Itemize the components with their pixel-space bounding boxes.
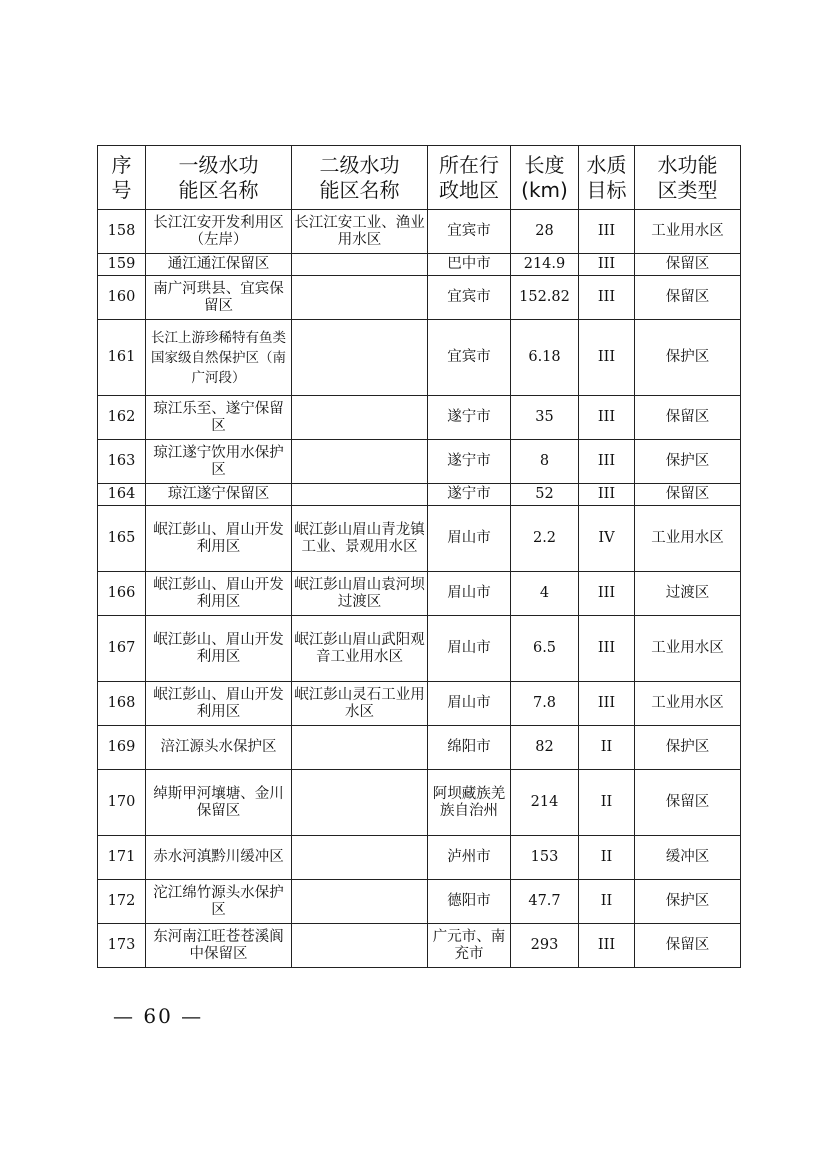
cell-level1: 岷江彭山、眉山开发利用区 xyxy=(146,572,292,616)
cell-length: 214 xyxy=(511,770,579,836)
cell-no: 173 xyxy=(98,924,146,968)
cell-no: 169 xyxy=(98,726,146,770)
cell-level2 xyxy=(292,276,428,320)
cell-length: 8 xyxy=(511,440,579,484)
cell-no: 159 xyxy=(98,254,146,276)
cell-quality: III xyxy=(579,320,635,396)
cell-quality: III xyxy=(579,254,635,276)
table-row xyxy=(98,276,741,320)
cell-quality: III xyxy=(579,276,635,320)
cell-level2 xyxy=(292,254,428,276)
cell-region: 广元市、南充市 xyxy=(428,924,511,968)
table-row xyxy=(98,880,741,924)
table-row xyxy=(98,726,741,770)
cell-type: 保留区 xyxy=(635,254,741,276)
table-header-row xyxy=(98,146,741,210)
cell-region: 宜宾市 xyxy=(428,320,511,396)
cell-level2 xyxy=(292,880,428,924)
cell-quality: IV xyxy=(579,506,635,572)
cell-level1: 岷江彭山、眉山开发利用区 xyxy=(146,616,292,682)
cell-level1: 绰斯甲河壤塘、金川保留区 xyxy=(146,770,292,836)
cell-quality: II xyxy=(579,726,635,770)
table-row xyxy=(98,484,741,506)
cell-length: 153 xyxy=(511,836,579,880)
cell-level2: 岷江彭山灵石工业用水区 xyxy=(292,682,428,726)
cell-level1: 琼江遂宁保留区 xyxy=(146,484,292,506)
table-row xyxy=(98,210,741,254)
cell-level1: 琼江乐至、遂宁保留区 xyxy=(146,396,292,440)
cell-no: 163 xyxy=(98,440,146,484)
cell-no: 170 xyxy=(98,770,146,836)
cell-level2 xyxy=(292,484,428,506)
cell-type: 保护区 xyxy=(635,440,741,484)
cell-no: 165 xyxy=(98,506,146,572)
header-level1-zone-name: 一级水功 能区名称 xyxy=(146,146,292,210)
cell-region: 眉山市 xyxy=(428,616,511,682)
cell-type: 保护区 xyxy=(635,320,741,396)
table-row xyxy=(98,572,741,616)
cell-length: 2.2 xyxy=(511,506,579,572)
table-row xyxy=(98,506,741,572)
cell-type: 保护区 xyxy=(635,726,741,770)
cell-length: 293 xyxy=(511,924,579,968)
page-number: — 60 — xyxy=(113,1004,204,1028)
header-water-quality-target: 水质 目标 xyxy=(579,146,635,210)
cell-level1: 长江江安开发利用区（左岸） xyxy=(146,210,292,254)
cell-level2 xyxy=(292,726,428,770)
cell-no: 162 xyxy=(98,396,146,440)
cell-length: 28 xyxy=(511,210,579,254)
cell-region: 遂宁市 xyxy=(428,484,511,506)
cell-quality: II xyxy=(579,836,635,880)
cell-level1: 东河南江旺苍苍溪阆中保留区 xyxy=(146,924,292,968)
cell-level2 xyxy=(292,320,428,396)
cell-region: 阿坝藏族羌族自治州 xyxy=(428,770,511,836)
cell-type: 保留区 xyxy=(635,484,741,506)
cell-length: 47.7 xyxy=(511,880,579,924)
cell-type: 保护区 xyxy=(635,880,741,924)
cell-quality: III xyxy=(579,616,635,682)
cell-level1: 涪江源头水保护区 xyxy=(146,726,292,770)
cell-no: 166 xyxy=(98,572,146,616)
cell-level2: 长江江安工业、渔业用水区 xyxy=(292,210,428,254)
cell-quality: III xyxy=(579,210,635,254)
table-row xyxy=(98,682,741,726)
cell-no: 158 xyxy=(98,210,146,254)
cell-quality: III xyxy=(579,924,635,968)
cell-length: 214.9 xyxy=(511,254,579,276)
cell-no: 171 xyxy=(98,836,146,880)
cell-level2 xyxy=(292,396,428,440)
cell-no: 168 xyxy=(98,682,146,726)
cell-no: 172 xyxy=(98,880,146,924)
cell-quality: III xyxy=(579,484,635,506)
cell-region: 眉山市 xyxy=(428,506,511,572)
cell-length: 7.8 xyxy=(511,682,579,726)
cell-region: 泸州市 xyxy=(428,836,511,880)
table-row xyxy=(98,616,741,682)
water-function-zone-table xyxy=(97,145,741,968)
table-row xyxy=(98,320,741,396)
cell-no: 160 xyxy=(98,276,146,320)
cell-no: 161 xyxy=(98,320,146,396)
cell-level1: 长江上游珍稀特有鱼类国家级自然保护区（南广河段） xyxy=(146,320,292,396)
table-row xyxy=(98,924,741,968)
header-length: 长度 (km) xyxy=(511,146,579,210)
cell-region: 遂宁市 xyxy=(428,440,511,484)
cell-level2: 岷江彭山眉山武阳观音工业用水区 xyxy=(292,616,428,682)
cell-level2 xyxy=(292,836,428,880)
cell-quality: II xyxy=(579,770,635,836)
cell-region: 宜宾市 xyxy=(428,210,511,254)
cell-type: 保留区 xyxy=(635,276,741,320)
cell-level1: 南广河珙县、宜宾保留区 xyxy=(146,276,292,320)
cell-type: 过渡区 xyxy=(635,572,741,616)
cell-level2 xyxy=(292,924,428,968)
cell-length: 4 xyxy=(511,572,579,616)
cell-level1: 琼江遂宁饮用水保护区 xyxy=(146,440,292,484)
table-row xyxy=(98,254,741,276)
table-row xyxy=(98,396,741,440)
cell-type: 工业用水区 xyxy=(635,506,741,572)
header-admin-region: 所在行 政地区 xyxy=(428,146,511,210)
cell-level1: 岷江彭山、眉山开发利用区 xyxy=(146,506,292,572)
cell-no: 167 xyxy=(98,616,146,682)
table-row xyxy=(98,770,741,836)
cell-region: 德阳市 xyxy=(428,880,511,924)
cell-no: 164 xyxy=(98,484,146,506)
cell-region: 眉山市 xyxy=(428,682,511,726)
cell-length: 6.5 xyxy=(511,616,579,682)
table-row xyxy=(98,836,741,880)
cell-quality: III xyxy=(579,396,635,440)
cell-type: 工业用水区 xyxy=(635,682,741,726)
cell-length: 6.18 xyxy=(511,320,579,396)
cell-level1: 赤水河滇黔川缓冲区 xyxy=(146,836,292,880)
cell-quality: III xyxy=(579,440,635,484)
cell-type: 工业用水区 xyxy=(635,210,741,254)
cell-region: 遂宁市 xyxy=(428,396,511,440)
cell-type: 工业用水区 xyxy=(635,616,741,682)
cell-quality: II xyxy=(579,880,635,924)
cell-level1: 通江通江保留区 xyxy=(146,254,292,276)
cell-type: 保留区 xyxy=(635,770,741,836)
cell-length: 52 xyxy=(511,484,579,506)
header-level2-zone-name: 二级水功 能区名称 xyxy=(292,146,428,210)
cell-type: 缓冲区 xyxy=(635,836,741,880)
cell-region: 绵阳市 xyxy=(428,726,511,770)
header-zone-type: 水功能 区类型 xyxy=(635,146,741,210)
cell-level1: 沱江绵竹源头水保护区 xyxy=(146,880,292,924)
cell-level1: 岷江彭山、眉山开发利用区 xyxy=(146,682,292,726)
cell-length: 152.82 xyxy=(511,276,579,320)
cell-level2 xyxy=(292,440,428,484)
cell-level2 xyxy=(292,770,428,836)
header-serial-number: 序 号 xyxy=(98,146,146,210)
cell-level2: 岷江彭山眉山袁河坝过渡区 xyxy=(292,572,428,616)
cell-region: 宜宾市 xyxy=(428,276,511,320)
cell-type: 保留区 xyxy=(635,396,741,440)
cell-length: 35 xyxy=(511,396,579,440)
table-row xyxy=(98,440,741,484)
cell-quality: III xyxy=(579,572,635,616)
cell-region: 眉山市 xyxy=(428,572,511,616)
cell-level2: 岷江彭山眉山青龙镇工业、景观用水区 xyxy=(292,506,428,572)
cell-type: 保留区 xyxy=(635,924,741,968)
cell-region: 巴中市 xyxy=(428,254,511,276)
cell-quality: III xyxy=(579,682,635,726)
cell-length: 82 xyxy=(511,726,579,770)
